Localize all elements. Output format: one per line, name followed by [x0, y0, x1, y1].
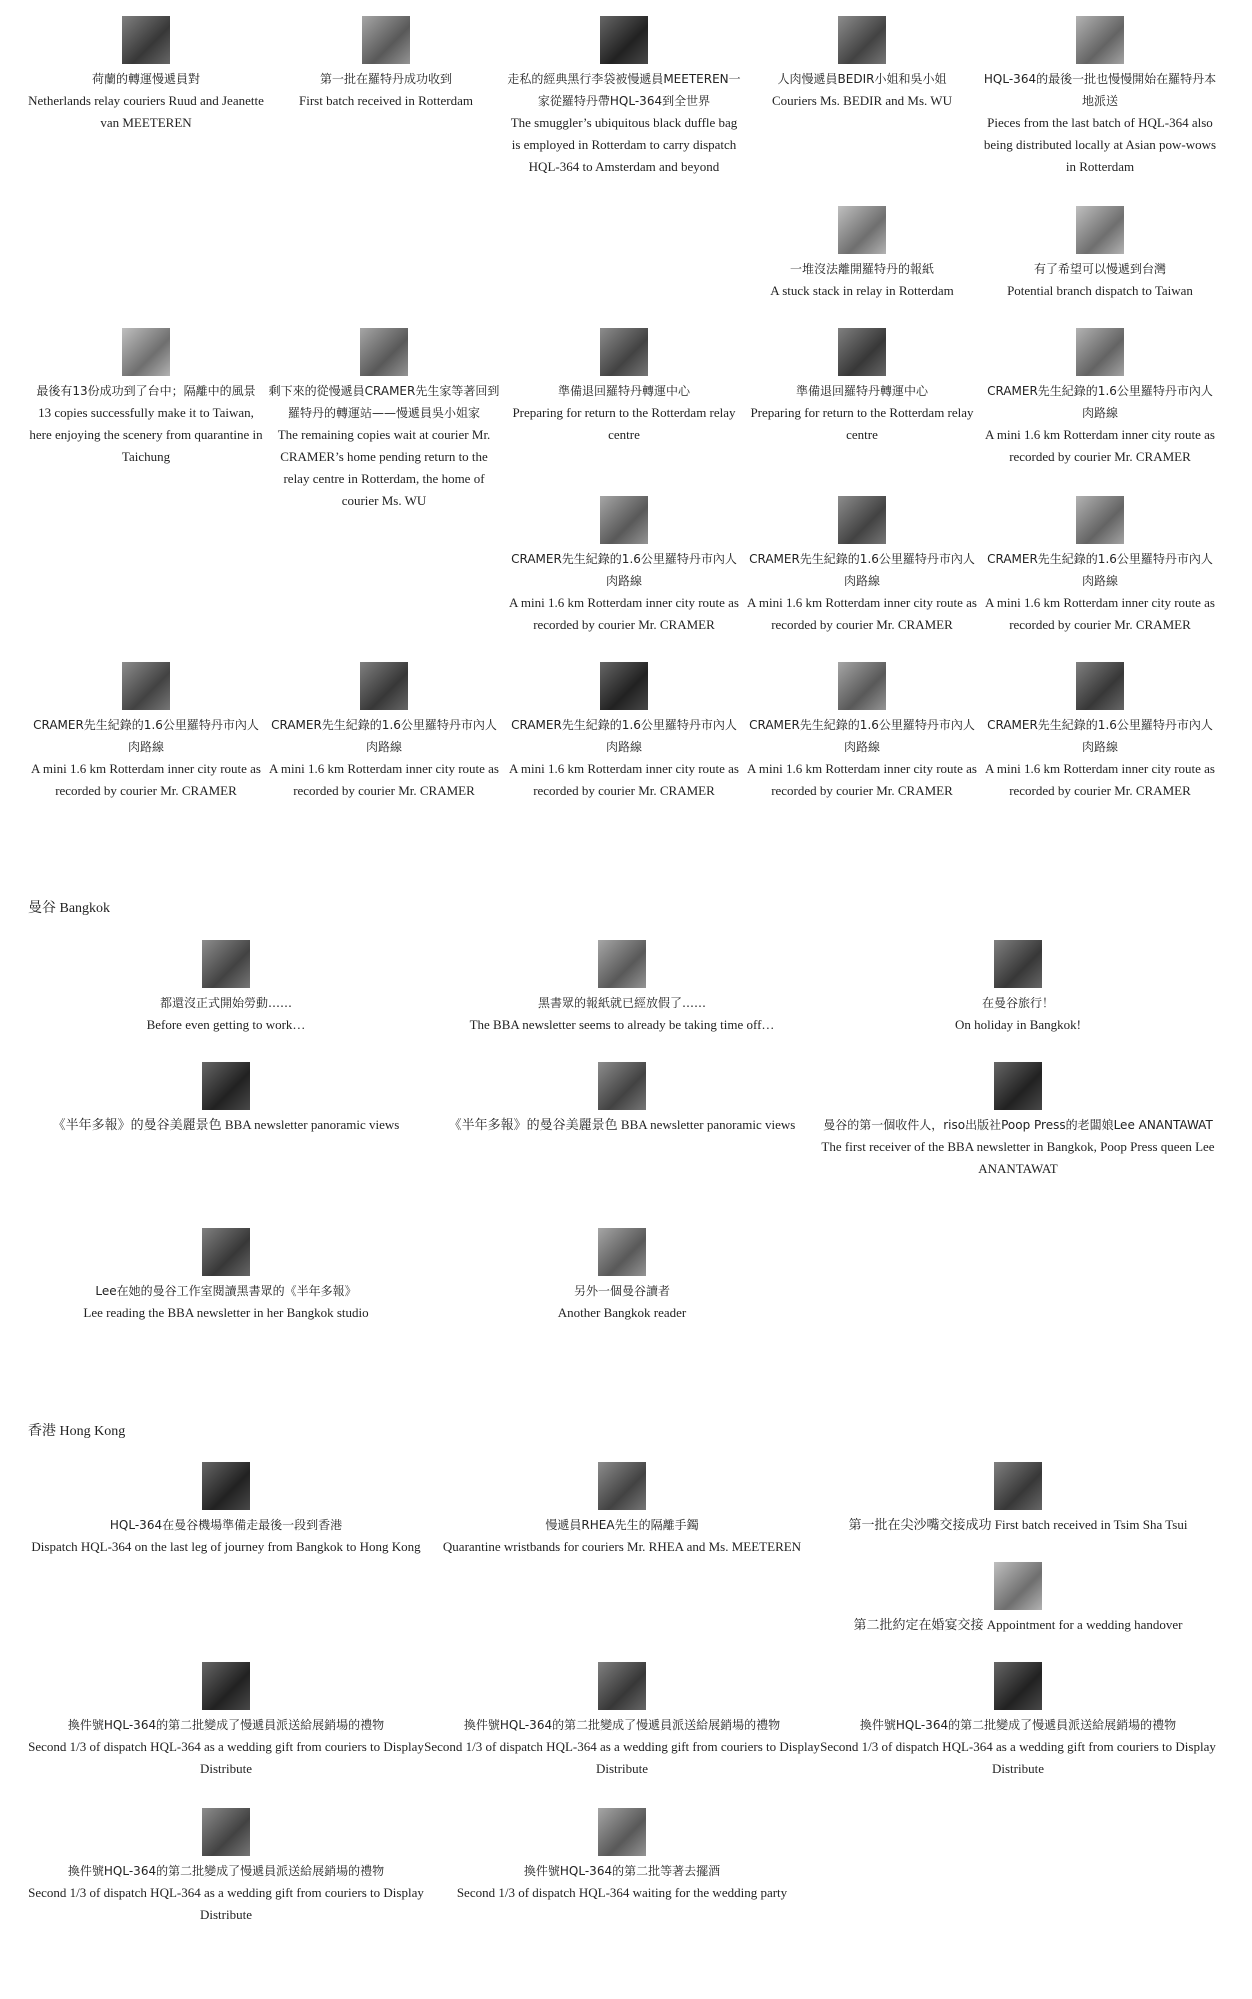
- photo-thumbnail[interactable]: [1076, 206, 1124, 254]
- photo-thumbnail[interactable]: [598, 1462, 646, 1510]
- caption-en: Pieces from the last batch of HQL-364 also being distributed locally at Asian pow-wows in Rotterdam: [983, 115, 1217, 174]
- caption-en: Dispatch HQL-364 on the last leg of journey from Bangkok to Hong Kong: [31, 1539, 421, 1554]
- caption-en: Second 1/3 of dispatch HQL-364 as a wedding gift from couriers to Display Distribute: [28, 1885, 424, 1922]
- caption-en: Second 1/3 of dispatch HQL-364 as a wedding gift from couriers to Display Distribute: [820, 1739, 1216, 1776]
- caption-zh: 黑書眾的報紙就已經放假了……: [537, 996, 706, 1010]
- caption-en: A mini 1.6 km Rotterdam inner city route as recorded by courier Mr. CRAMER: [509, 595, 739, 632]
- photo-thumbnail[interactable]: [598, 1808, 646, 1856]
- gallery-item[interactable]: [506, 662, 742, 802]
- photo-thumbnail[interactable]: [360, 328, 408, 376]
- photo-thumbnail[interactable]: [838, 328, 886, 376]
- photo-thumbnail[interactable]: [838, 496, 886, 544]
- caption-zh: CRAMER先生紀錄的1.6公里羅特丹市內人肉路線: [749, 552, 975, 588]
- caption-en: A mini 1.6 km Rotterdam inner city route as recorded by courier Mr. CRAMER: [31, 761, 261, 798]
- caption-zh: 換件號HQL-364的第二批變成了慢遞員派送給展銷場的禮物: [67, 1864, 385, 1878]
- gallery-item[interactable]: [28, 1808, 424, 1926]
- caption-zh: CRAMER先生紀錄的1.6公里羅特丹市內人肉路線: [987, 552, 1213, 588]
- photo-thumbnail[interactable]: [598, 1662, 646, 1710]
- caption-en: A mini 1.6 km Rotterdam inner city route as recorded by courier Mr. CRAMER: [985, 595, 1215, 632]
- caption-en: Second 1/3 of dispatch HQL-364 as a wedding gift from couriers to Display Distribute: [28, 1739, 424, 1776]
- gallery-item[interactable]: [424, 1062, 820, 1136]
- gallery-item[interactable]: [982, 16, 1218, 178]
- photo-thumbnail[interactable]: [838, 206, 886, 254]
- caption-zh: 曼谷的第一個收件人，riso出版社Poop Press的老闆娘Lee ANANTAWAT: [823, 1118, 1213, 1132]
- caption-en: 第二批約定在婚宴交接 Appointment for a wedding handover: [853, 1617, 1183, 1632]
- caption-en: A mini 1.6 km Rotterdam inner city route as recorded by courier Mr. CRAMER: [747, 761, 977, 798]
- gallery-item[interactable]: [424, 1228, 820, 1324]
- gallery-item[interactable]: [744, 16, 980, 112]
- caption-en: Lee reading the BBA newsletter in her Bangkok studio: [83, 1305, 369, 1320]
- caption-en: Potential branch dispatch to Taiwan: [1007, 283, 1193, 298]
- photo-thumbnail[interactable]: [1076, 662, 1124, 710]
- caption-zh: 人肉慢遞員BEDIR小姐和吳小姐: [777, 72, 947, 86]
- gallery-item[interactable]: [820, 940, 1216, 1036]
- gallery-item[interactable]: [28, 1062, 424, 1136]
- photo-thumbnail[interactable]: [598, 940, 646, 988]
- photo-thumbnail[interactable]: [994, 1062, 1042, 1110]
- gallery-item[interactable]: [28, 662, 264, 802]
- caption-en: 《半年多報》的曼谷美麗景色 BBA newsletter panoramic views: [448, 1117, 796, 1132]
- photo-thumbnail[interactable]: [600, 16, 648, 64]
- photo-thumbnail[interactable]: [598, 1062, 646, 1110]
- gallery-item[interactable]: [982, 496, 1218, 636]
- caption-zh: 換件號HQL-364的第二批變成了慢遞員派送給展銷場的禮物: [859, 1718, 1177, 1732]
- photo-thumbnail[interactable]: [1076, 328, 1124, 376]
- gallery-item[interactable]: [28, 1228, 424, 1324]
- gallery-item[interactable]: [820, 1662, 1216, 1780]
- caption-zh: 最後有13份成功到了台中；隔離中的風景: [36, 384, 256, 398]
- photo-thumbnail[interactable]: [360, 662, 408, 710]
- section-title-hong-kong: 香港 Hong Kong: [28, 1424, 126, 1439]
- photo-thumbnail[interactable]: [994, 1462, 1042, 1510]
- gallery-item[interactable]: [424, 1462, 820, 1558]
- photo-thumbnail[interactable]: [202, 1808, 250, 1856]
- gallery-item[interactable]: [266, 328, 502, 512]
- gallery-item[interactable]: [28, 940, 424, 1036]
- caption-zh: CRAMER先生紀錄的1.6公里羅特丹市內人肉路線: [33, 718, 259, 754]
- caption-en: A mini 1.6 km Rotterdam inner city route as recorded by courier Mr. CRAMER: [509, 761, 739, 798]
- caption-zh: 第一批在羅特丹成功收到: [319, 72, 452, 86]
- gallery-item[interactable]: [744, 328, 980, 446]
- caption-en: A mini 1.6 km Rotterdam inner city route as recorded by courier Mr. CRAMER: [269, 761, 499, 798]
- photo-thumbnail[interactable]: [202, 1062, 250, 1110]
- caption-en: Preparing for return to the Rotterdam relay centre: [512, 405, 736, 442]
- caption-zh: 荷蘭的轉運慢遞員對: [91, 72, 200, 86]
- photo-thumbnail[interactable]: [1076, 496, 1124, 544]
- caption-en: Couriers Ms. BEDIR and Ms. WU: [772, 93, 952, 108]
- caption-zh: 換件號HQL-364的第二批變成了慢遞員派送給展銷場的禮物: [463, 1718, 781, 1732]
- caption-en: The smuggler’s ubiquitous black duffle bag is employed in Rotterdam to carry dispatch HQL-364 to Amsterdam and beyond: [510, 115, 738, 174]
- caption-zh: HQL-364在曼谷機場準備走最後一段到香港: [109, 1518, 343, 1532]
- caption-zh: 在曼谷旅行！: [981, 996, 1054, 1010]
- caption-zh: 有了希望可以慢遞到台灣: [1033, 262, 1166, 276]
- caption-en: Before even getting to work…: [146, 1017, 306, 1032]
- caption-zh: CRAMER先生紀錄的1.6公里羅特丹市內人肉路線: [511, 552, 737, 588]
- gallery-item[interactable]: [744, 206, 980, 302]
- photo-thumbnail[interactable]: [202, 1462, 250, 1510]
- caption-zh: CRAMER先生紀錄的1.6公里羅特丹市內人肉路線: [987, 718, 1213, 754]
- photo-thumbnail[interactable]: [202, 1228, 250, 1276]
- caption-en: On holiday in Bangkok!: [954, 1017, 1081, 1032]
- gallery-item[interactable]: [506, 16, 742, 178]
- photo-thumbnail[interactable]: [600, 496, 648, 544]
- gallery-item[interactable]: [744, 662, 980, 802]
- caption-en: A stuck stack in relay in Rotterdam: [770, 283, 954, 298]
- gallery-item[interactable]: [268, 16, 504, 112]
- caption-zh: CRAMER先生紀錄的1.6公里羅特丹市內人肉路線: [271, 718, 497, 754]
- gallery-item[interactable]: [820, 1062, 1216, 1180]
- caption-zh: 換件號HQL-364的第二批等著去擺酒: [523, 1864, 721, 1878]
- photo-thumbnail[interactable]: [122, 16, 170, 64]
- photo-thumbnail[interactable]: [202, 940, 250, 988]
- caption-zh: 準備退回羅特丹轉運中心: [557, 384, 690, 398]
- gallery-item[interactable]: [820, 1462, 1216, 1536]
- photo-thumbnail[interactable]: [994, 1662, 1042, 1710]
- photo-thumbnail[interactable]: [202, 1662, 250, 1710]
- gallery-item[interactable]: [820, 1562, 1216, 1636]
- photo-thumbnail[interactable]: [122, 662, 170, 710]
- photo-thumbnail[interactable]: [122, 328, 170, 376]
- caption-zh: 慢遞員RHEA先生的隔離手鐲: [545, 1518, 699, 1532]
- caption-en: Another Bangkok reader: [557, 1305, 687, 1320]
- caption-en: Second 1/3 of dispatch HQL-364 as a wedding gift from couriers to Display Distribute: [424, 1739, 820, 1776]
- photo-thumbnail[interactable]: [362, 16, 410, 64]
- gallery-item[interactable]: [744, 496, 980, 636]
- caption-en: 第一批在尖沙嘴交接成功 First batch received in Tsim Sha Tsui: [848, 1517, 1188, 1532]
- gallery-item[interactable]: [28, 328, 264, 468]
- gallery-item[interactable]: [28, 1662, 424, 1780]
- caption-en: Netherlands relay couriers Ruud and Jeanette van MEETEREN: [28, 93, 264, 130]
- gallery-item[interactable]: [266, 662, 502, 802]
- caption-zh: CRAMER先生紀錄的1.6公里羅特丹市內人肉路線: [749, 718, 975, 754]
- caption-zh: 準備退回羅特丹轉運中心: [795, 384, 928, 398]
- caption-zh: 另外一個曼谷讀者: [573, 1284, 670, 1298]
- caption-en: A mini 1.6 km Rotterdam inner city route as recorded by courier Mr. CRAMER: [985, 427, 1215, 464]
- caption-zh: CRAMER先生紀錄的1.6公里羅特丹市內人肉路線: [987, 384, 1213, 420]
- photo-thumbnail[interactable]: [600, 662, 648, 710]
- caption-zh: 一堆沒法離開羅特丹的報紙: [789, 262, 934, 276]
- caption-en: A mini 1.6 km Rotterdam inner city route as recorded by courier Mr. CRAMER: [985, 761, 1215, 798]
- gallery-item[interactable]: [28, 16, 264, 134]
- caption-zh: CRAMER先生紀錄的1.6公里羅特丹市內人肉路線: [511, 718, 737, 754]
- photo-thumbnail[interactable]: [598, 1228, 646, 1276]
- gallery-item[interactable]: [982, 662, 1218, 802]
- caption-en: First batch received in Rotterdam: [298, 93, 473, 108]
- caption-en: 《半年多報》的曼谷美麗景色 BBA newsletter panoramic views: [52, 1117, 400, 1132]
- gallery-item[interactable]: [424, 940, 820, 1036]
- caption-en: Second 1/3 of dispatch HQL-364 waiting for the wedding party: [456, 1885, 788, 1900]
- caption-zh: HQL-364的最後一批也慢慢開始在羅特丹本地派送: [983, 72, 1217, 108]
- caption-zh: 走私的經典黑行李袋被慢遞員MEETEREN一家從羅特丹帶HQL-364到全世界: [507, 72, 741, 108]
- gallery-item[interactable]: [982, 206, 1218, 302]
- caption-en: Quarantine wristbands for couriers Mr. RHEA and Ms. MEETEREN: [442, 1539, 802, 1554]
- gallery-item[interactable]: [28, 1462, 424, 1558]
- section-title-bangkok: 曼谷 Bangkok: [28, 901, 111, 916]
- photo-thumbnail[interactable]: [600, 328, 648, 376]
- photo-thumbnail[interactable]: [838, 16, 886, 64]
- caption-en: The BBA newsletter seems to already be taking time off…: [469, 1017, 775, 1032]
- gallery-item[interactable]: [982, 328, 1218, 468]
- caption-zh: 剩下來的從慢遞員CRAMER先生家等著回到羅特丹的轉運站——慢遞員吳小姐家: [268, 384, 500, 420]
- caption-zh: 換件號HQL-364的第二批變成了慢遞員派送給展銷場的禮物: [67, 1718, 385, 1732]
- gallery-item[interactable]: [424, 1662, 820, 1780]
- gallery-item[interactable]: [506, 328, 742, 446]
- caption-en: A mini 1.6 km Rotterdam inner city route as recorded by courier Mr. CRAMER: [747, 595, 977, 632]
- photo-thumbnail[interactable]: [1076, 16, 1124, 64]
- caption-zh: Lee在她的曼谷工作室閱讀黑書眾的《半年多報》: [95, 1284, 357, 1298]
- caption-en: 13 copies successfully make it to Taiwan, here enjoying the scenery from quarantine in Taichung: [29, 405, 263, 464]
- photo-thumbnail[interactable]: [994, 1562, 1042, 1610]
- caption-en: Preparing for return to the Rotterdam relay centre: [750, 405, 974, 442]
- caption-en: The first receiver of the BBA newsletter in Bangkok, Poop Press queen Lee ANANTAWAT: [821, 1139, 1215, 1176]
- photo-thumbnail[interactable]: [994, 940, 1042, 988]
- gallery-item[interactable]: [424, 1808, 820, 1904]
- caption-zh: 都還沒正式開始勞動……: [159, 996, 292, 1010]
- caption-en: The remaining copies wait at courier Mr. CRAMER’s home pending return to the relay centre in Rotterdam, the home of courier Ms. WU: [277, 427, 491, 508]
- photo-thumbnail[interactable]: [838, 662, 886, 710]
- gallery-item[interactable]: [506, 496, 742, 636]
